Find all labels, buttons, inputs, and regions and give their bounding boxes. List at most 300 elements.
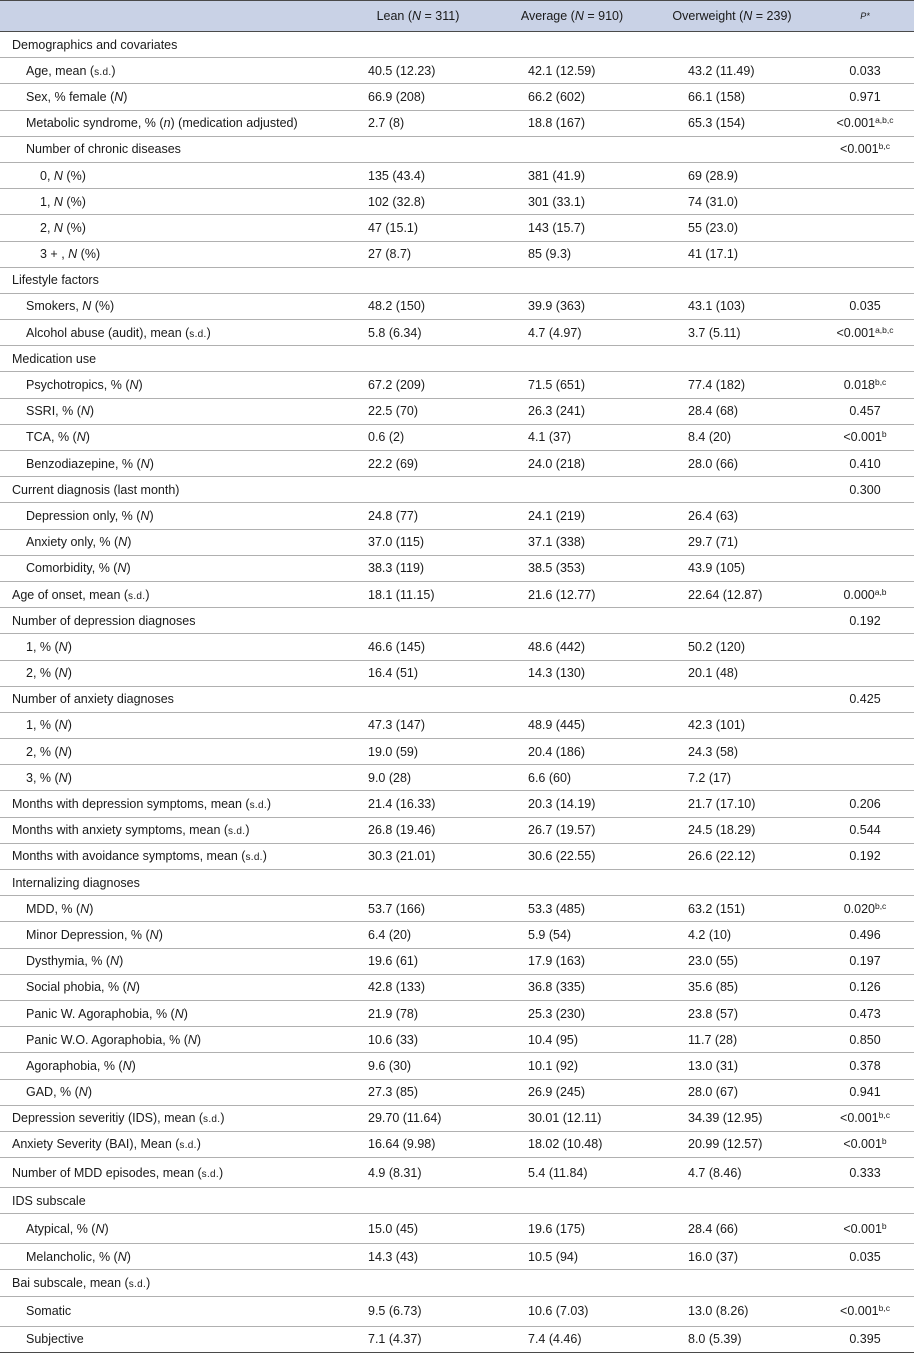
overweight-value [648,608,816,634]
overweight-value: 23.8 (57) [648,1000,816,1026]
p-value: $<0.001^{a,b,c}$ [816,320,914,346]
table-row [0,241,914,267]
row-label: 1, % (N) [0,712,340,738]
lean-value: 26.8 (19.46) [340,817,496,843]
overweight-value: 20.99 (12.57) [648,1131,816,1157]
p-value [816,503,914,529]
average-value: 19.6 (175) [496,1214,648,1244]
p-value: 0.033 [816,58,914,84]
p-value: 0.333 [816,1158,914,1188]
row-label: Social phobia, % (N) [0,974,340,1000]
lean-value: 9.6 (30) [340,1053,496,1079]
table-row [0,267,914,293]
row-label: SSRI, % (N) [0,398,340,424]
overweight-value: 74 (31.0) [648,189,816,215]
p-value: <0.001$^b$ [816,1131,914,1157]
average-value: 24.0 (218) [496,451,648,477]
overweight-value: 13.0 (8.26) [648,1296,816,1326]
table-row [0,215,914,241]
overweight-value: 77.4 (182) [648,372,816,398]
table-row [0,424,914,450]
row-label: Minor Depression, % (N) [0,922,340,948]
table-row [0,1214,914,1244]
lean-value [340,346,496,372]
p-value [816,765,914,791]
lean-value: 10.6 (33) [340,1027,496,1053]
row-label: Sex, % female (N) [0,84,340,110]
lean-value: 9.5 (6.73) [340,1296,496,1326]
average-value: 301 (33.1) [496,189,648,215]
p-value: 0.126 [816,974,914,1000]
overweight-value: 28.0 (66) [648,451,816,477]
average-value: 10.1 (92) [496,1053,648,1079]
p-value [816,32,914,58]
row-label: 0, N (%) [0,162,340,188]
table-row [0,84,914,110]
overweight-value [648,686,816,712]
p-value: 0.395 [816,1326,914,1352]
average-value: 10.5 (94) [496,1244,648,1270]
p-value: 0.850 [816,1027,914,1053]
overweight-value: 11.7 (28) [648,1027,816,1053]
table-row [0,1079,914,1105]
table-row [0,529,914,555]
row-label: Depression severitiy (IDS), mean (s.d.) [0,1105,340,1131]
row-label: Somatic [0,1296,340,1326]
overweight-value: 55 (23.0) [648,215,816,241]
average-value: 26.7 (19.57) [496,817,648,843]
header-p-value: P* [816,1,914,32]
table-body [0,32,914,1353]
p-value [816,1270,914,1296]
table-row [0,346,914,372]
overweight-value: 3.7 (5.11) [648,320,816,346]
row-label: Months with depression symptoms, mean (s.d.) [0,791,340,817]
p-value [816,870,914,896]
average-value [496,346,648,372]
row-label: Medication use [0,346,340,372]
p-value [816,162,914,188]
row-label: Comorbidity, % (N) [0,555,340,581]
average-value: 53.3 (485) [496,896,648,922]
table-row [0,765,914,791]
table-row [0,739,914,765]
row-label: Dysthymia, % (N) [0,948,340,974]
table-row [0,58,914,84]
table-row [0,1244,914,1270]
overweight-value [648,1270,816,1296]
table-row [0,136,914,162]
lean-value: 14.3 (43) [340,1244,496,1270]
overweight-value: 28.4 (66) [648,1214,816,1244]
average-value: 48.9 (445) [496,712,648,738]
significance-marker: a,b,c [875,324,894,335]
significance-marker: b [881,1220,887,1231]
table-row [0,922,914,948]
overweight-value: 26.4 (63) [648,503,816,529]
overweight-value: 8.0 (5.39) [648,1326,816,1352]
overweight-value [648,32,816,58]
row-label: TCA, % (N) [0,424,340,450]
p-value: 0.000$^{a,b}$ [816,581,914,607]
average-value: 26.3 (241) [496,398,648,424]
average-value: 17.9 (163) [496,948,648,974]
table-row [0,686,914,712]
header-lean: Lean (N = 311) [340,1,496,32]
table-row [0,634,914,660]
lean-value: 7.1 (4.37) [340,1326,496,1352]
p-value: $<0.001^{b,c}$ [816,1296,914,1326]
significance-marker: b,c [878,141,890,152]
p-value [816,267,914,293]
overweight-value [648,267,816,293]
average-value: 71.5 (651) [496,372,648,398]
significance-marker: a,b,c [875,115,894,126]
average-value: 37.1 (338) [496,529,648,555]
row-label: Panic W. Agoraphobia, % (N) [0,1000,340,1026]
overweight-value: 42.3 (101) [648,712,816,738]
average-value: 6.6 (60) [496,765,648,791]
lean-value: 47.3 (147) [340,712,496,738]
lean-value: 9.0 (28) [340,765,496,791]
table-row [0,791,914,817]
overweight-value: 65.3 (154) [648,110,816,136]
lean-value: 27 (8.7) [340,241,496,267]
average-value: 36.8 (335) [496,974,648,1000]
lean-value: 30.3 (21.01) [340,843,496,869]
overweight-value: 34.39 (12.95) [648,1105,816,1131]
table-row [0,1131,914,1157]
table-row [0,320,914,346]
header-label-column [0,1,340,32]
average-value: 42.1 (12.59) [496,58,648,84]
lean-value: 40.5 (12.23) [340,58,496,84]
p-value [816,529,914,555]
table-row [0,948,914,974]
overweight-value: 24.3 (58) [648,739,816,765]
lean-value: 19.6 (61) [340,948,496,974]
average-value: 10.4 (95) [496,1027,648,1053]
row-label: 1, % (N) [0,634,340,660]
lean-value: 0.6 (2) [340,424,496,450]
row-label: Internalizing diagnoses [0,870,340,896]
average-value: 26.9 (245) [496,1079,648,1105]
overweight-value [648,870,816,896]
average-value [496,477,648,503]
average-value: 30.6 (22.55) [496,843,648,869]
significance-marker: a,b [874,586,887,597]
row-label: Alcohol abuse (audit), mean (s.d.) [0,320,340,346]
lean-value: 22.5 (70) [340,398,496,424]
row-label: 3 + , N (%) [0,241,340,267]
lean-value: 48.2 (150) [340,293,496,319]
average-value: 48.6 (442) [496,634,648,660]
overweight-value: 8.4 (20) [648,424,816,450]
lean-value: 16.64 (9.98) [340,1131,496,1157]
p-value: 0.378 [816,1053,914,1079]
significance-marker: b,c [878,1303,890,1314]
lean-value: 19.0 (59) [340,739,496,765]
row-label: 2, % (N) [0,660,340,686]
row-label: Metabolic syndrome, % (n) (medication adjusted) [0,110,340,136]
table-row [0,974,914,1000]
table-row [0,581,914,607]
average-value: 4.1 (37) [496,424,648,450]
average-value [496,1188,648,1214]
overweight-value: 43.9 (105) [648,555,816,581]
average-value [496,608,648,634]
lean-value [340,1188,496,1214]
row-label: MDD, % (N) [0,896,340,922]
table-row [0,817,914,843]
lean-value: 15.0 (45) [340,1214,496,1244]
average-value: 381 (41.9) [496,162,648,188]
p-value: 0.035 [816,293,914,319]
average-value: 5.9 (54) [496,922,648,948]
lean-value: 27.3 (85) [340,1079,496,1105]
average-value: 24.1 (219) [496,503,648,529]
row-label: 1, N (%) [0,189,340,215]
lean-value: 38.3 (119) [340,555,496,581]
p-value: 0.020$^{b,c}$ [816,896,914,922]
row-label: Smokers, N (%) [0,293,340,319]
table-row [0,1053,914,1079]
lean-value: 42.8 (133) [340,974,496,1000]
average-value: 85 (9.3) [496,241,648,267]
row-label: Psychotropics, % (N) [0,372,340,398]
table-row [0,1188,914,1214]
row-label: Age, mean (s.d.) [0,58,340,84]
p-value [816,1188,914,1214]
average-value: 21.6 (12.77) [496,581,648,607]
average-value: 39.9 (363) [496,293,648,319]
row-label: Current diagnosis (last month) [0,477,340,503]
p-value [816,634,914,660]
significance-marker: b [881,429,887,440]
average-value [496,1270,648,1296]
lean-value: 46.6 (145) [340,634,496,660]
overweight-value: 4.2 (10) [648,922,816,948]
p-value: 0.192 [816,843,914,869]
lean-value: 135 (43.4) [340,162,496,188]
p-value [816,712,914,738]
lean-value: 53.7 (166) [340,896,496,922]
lean-value: 29.70 (11.64) [340,1105,496,1131]
lean-value [340,608,496,634]
lean-value [340,870,496,896]
lean-value: 18.1 (11.15) [340,581,496,607]
lean-value [340,136,496,162]
lean-value: 67.2 (209) [340,372,496,398]
average-value [496,32,648,58]
overweight-value [648,1188,816,1214]
average-value: 18.8 (167) [496,110,648,136]
table-header-row [0,1,914,32]
lean-value [340,267,496,293]
lean-value: 21.9 (78) [340,1000,496,1026]
p-value: <0.001$^b$ [816,1214,914,1244]
overweight-value: 21.7 (17.10) [648,791,816,817]
row-label: Months with anxiety symptoms, mean (s.d.) [0,817,340,843]
average-value: 20.3 (14.19) [496,791,648,817]
row-label: Atypical, % (N) [0,1214,340,1244]
p-value: 0.035 [816,1244,914,1270]
overweight-value: 16.0 (37) [648,1244,816,1270]
overweight-value: 50.2 (120) [648,634,816,660]
row-label: 3, % (N) [0,765,340,791]
average-value [496,136,648,162]
p-value [816,739,914,765]
lean-value: 6.4 (20) [340,922,496,948]
overweight-value [648,136,816,162]
table-row [0,372,914,398]
overweight-value: 29.7 (71) [648,529,816,555]
row-label: Bai subscale, mean (s.d.) [0,1270,340,1296]
lean-value: 66.9 (208) [340,84,496,110]
table-row [0,712,914,738]
row-label: Age of onset, mean (s.d.) [0,581,340,607]
lean-value: 22.2 (69) [340,451,496,477]
row-label: IDS subscale [0,1188,340,1214]
table-row [0,451,914,477]
header-average: Average (N = 910) [496,1,648,32]
table-row [0,293,914,319]
p-value: 0.192 [816,608,914,634]
overweight-value: 26.6 (22.12) [648,843,816,869]
lean-value: 2.7 (8) [340,110,496,136]
p-value: 0.197 [816,948,914,974]
row-label: GAD, % (N) [0,1079,340,1105]
row-label: Benzodiazepine, % (N) [0,451,340,477]
header-overweight: Overweight (N = 239) [648,1,816,32]
row-label: Number of chronic diseases [0,136,340,162]
overweight-value: 63.2 (151) [648,896,816,922]
row-label: Anxiety only, % (N) [0,529,340,555]
row-label: Number of depression diagnoses [0,608,340,634]
overweight-value: 22.64 (12.87) [648,581,816,607]
overweight-value: 69 (28.9) [648,162,816,188]
p-value: 0.300 [816,477,914,503]
p-value: 0.941 [816,1079,914,1105]
lean-value: 37.0 (115) [340,529,496,555]
overweight-value: 28.4 (68) [648,398,816,424]
overweight-value: 35.6 (85) [648,974,816,1000]
lean-value: 47 (15.1) [340,215,496,241]
average-value: 7.4 (4.46) [496,1326,648,1352]
table-row [0,1158,914,1188]
row-label: Agoraphobia, % (N) [0,1053,340,1079]
row-label: Number of MDD episodes, mean (s.d.) [0,1158,340,1188]
p-value: 0.971 [816,84,914,110]
row-label: Subjective [0,1326,340,1352]
overweight-value: 43.1 (103) [648,293,816,319]
lean-value: 24.8 (77) [340,503,496,529]
p-value: 0.410 [816,451,914,477]
table-row [0,870,914,896]
p-value: 0.473 [816,1000,914,1026]
table-row [0,608,914,634]
table-row [0,503,914,529]
row-label: Panic W.O. Agoraphobia, % (N) [0,1027,340,1053]
lean-value: 5.8 (6.34) [340,320,496,346]
overweight-value [648,477,816,503]
table-row [0,398,914,424]
row-label: Number of anxiety diagnoses [0,686,340,712]
table-row [0,110,914,136]
table-row [0,1270,914,1296]
table-row [0,1105,914,1131]
p-value [816,555,914,581]
p-value [816,189,914,215]
row-label: Demographics and covariates [0,32,340,58]
average-value: 66.2 (602) [496,84,648,110]
overweight-value: 24.5 (18.29) [648,817,816,843]
p-value: 0.496 [816,922,914,948]
overweight-value: 66.1 (158) [648,84,816,110]
lean-value [340,1270,496,1296]
lean-value [340,32,496,58]
significance-marker: b,c [878,1110,890,1121]
average-value: 14.3 (130) [496,660,648,686]
table-row [0,1296,914,1326]
table-row [0,1326,914,1352]
table-row [0,843,914,869]
overweight-value: 4.7 (8.46) [648,1158,816,1188]
table-row [0,1000,914,1026]
row-label: Months with avoidance symptoms, mean (s.d.) [0,843,340,869]
average-value: 143 (15.7) [496,215,648,241]
p-value [816,660,914,686]
average-value [496,870,648,896]
lean-value [340,477,496,503]
average-value [496,267,648,293]
p-value: $<0.001^{b,c}$ [816,1105,914,1131]
overweight-value: 41 (17.1) [648,241,816,267]
p-value: 0.457 [816,398,914,424]
p-value: $<0.001^{a,b,c}$ [816,110,914,136]
table-row [0,477,914,503]
p-value [816,241,914,267]
p-value: 0.206 [816,791,914,817]
significance-marker: b,c [874,377,887,388]
average-value: 20.4 (186) [496,739,648,765]
average-value: 30.01 (12.11) [496,1105,648,1131]
p-value [816,215,914,241]
average-value: 5.4 (11.84) [496,1158,648,1188]
significance-marker: b [881,1136,887,1147]
significance-marker: b,c [874,900,887,911]
lean-value: 16.4 (51) [340,660,496,686]
row-label: Melancholic, % (N) [0,1244,340,1270]
average-value: 4.7 (4.97) [496,320,648,346]
overweight-value: 13.0 (31) [648,1053,816,1079]
overweight-value: 7.2 (17) [648,765,816,791]
p-value: <0.001$^b$ [816,424,914,450]
average-value: 38.5 (353) [496,555,648,581]
lean-value: 102 (32.8) [340,189,496,215]
p-value: 0.544 [816,817,914,843]
p-value: $<0.001^{b,c}$ [816,136,914,162]
overweight-value [648,346,816,372]
lean-value [340,686,496,712]
table-row [0,162,914,188]
row-label: Lifestyle factors [0,267,340,293]
p-value: 0.018$^{b,c}$ [816,372,914,398]
lean-value: 21.4 (16.33) [340,791,496,817]
table-row [0,1027,914,1053]
p-value [816,346,914,372]
overweight-value: 28.0 (67) [648,1079,816,1105]
